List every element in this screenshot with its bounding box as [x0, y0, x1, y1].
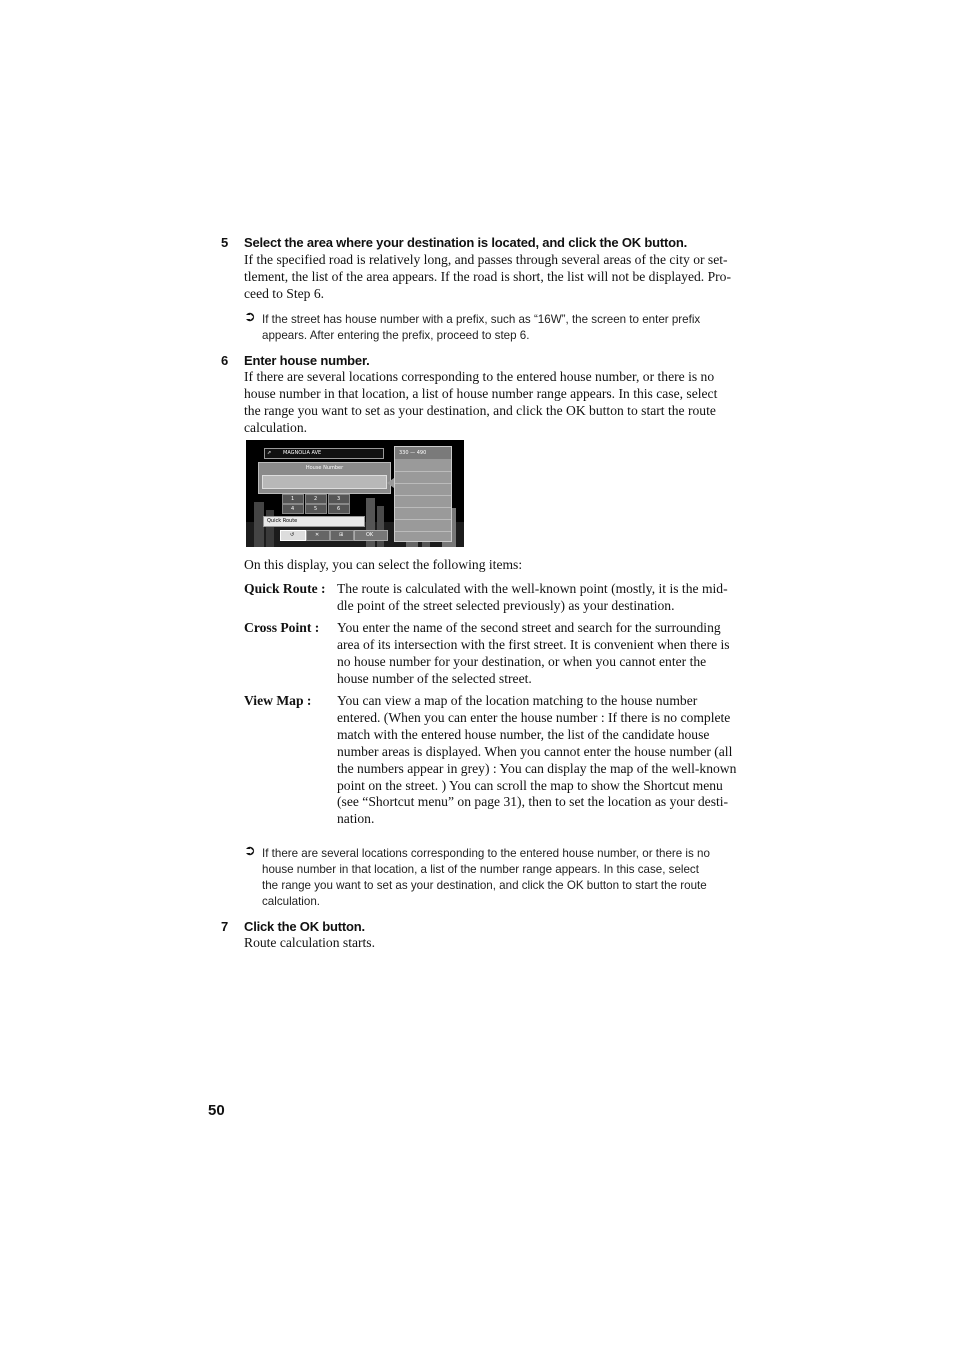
step-5-number: 5	[221, 235, 229, 250]
pointer-arrow-icon	[387, 478, 394, 488]
text-line: appears. After entering the prefix, proceed to step 6.	[262, 329, 530, 342]
items-intro: On this display, you can select the following items:	[244, 557, 523, 572]
key-6[interactable]	[328, 504, 350, 514]
cross-point-icon: ✕	[315, 532, 320, 538]
street-bar	[264, 448, 384, 459]
house-number-screenshot	[246, 440, 464, 547]
def-view-map	[337, 693, 736, 828]
list-divider	[395, 519, 451, 520]
quick-route-label: Quick Route	[267, 518, 298, 524]
step-7-body	[244, 935, 375, 952]
step-7-heading: Click the OK button.	[244, 919, 365, 934]
house-number-label: House Number	[305, 465, 344, 471]
key-2[interactable]	[305, 494, 327, 504]
page-number: 50	[208, 1102, 225, 1119]
text-line: house number in that location, a list of house number range appears. In this case, select	[244, 385, 718, 401]
step-7-number: 7	[221, 919, 229, 934]
text-line: calculation.	[262, 895, 321, 908]
key-label: 5	[314, 506, 318, 512]
street-name: MAGNOLIA AVE	[283, 450, 322, 456]
key-label: 1	[291, 496, 295, 502]
text-line: calculation.	[244, 419, 308, 435]
ok-button[interactable]	[354, 530, 388, 541]
list-divider	[395, 495, 451, 496]
text-line: the numbers appear in grey) : You can display the map of the well-known	[337, 760, 737, 776]
key-3[interactable]	[328, 494, 350, 504]
cross-point-button[interactable]	[306, 530, 330, 541]
text-line: If the street has house number with a prefix, such as “16W”, the screen to enter prefix	[262, 313, 701, 326]
def-cross-point	[337, 620, 730, 688]
step-6-number: 6	[221, 353, 229, 368]
key-label: 2	[314, 496, 318, 502]
step-5-body	[244, 252, 731, 303]
quick-route-icon: ↺	[290, 532, 295, 538]
text-line: nation.	[337, 811, 375, 827]
quick-route-popup[interactable]	[263, 516, 365, 527]
note-arrow-icon: ➲	[244, 309, 256, 325]
text-line: point on the street. ) You can scroll the map to show the Shortcut menu	[337, 777, 723, 793]
text-line: no house number for your destination, or when you cannot enter the	[337, 653, 707, 669]
term-quick-route: Quick Route :	[244, 581, 326, 596]
view-map-button[interactable]	[330, 530, 354, 541]
text-line: (see “Shortcut menu” on page 31), then to set the location as your desti-	[337, 794, 729, 810]
note-arrow-icon: ➲	[244, 843, 256, 859]
text-line: number areas is displayed. When you cannot enter the house number (all	[337, 743, 733, 759]
quick-route-button[interactable]	[280, 530, 306, 541]
step-6-heading: Enter house number.	[244, 353, 370, 368]
text-line: If there are several locations corresponding to the entered house number, or there is no	[244, 369, 715, 384]
key-4[interactable]	[282, 504, 304, 514]
ok-label: OK	[366, 532, 374, 538]
house-number-input[interactable]	[262, 475, 387, 489]
text-line: entered. (When you can enter the house number : If there is no complete	[337, 709, 731, 725]
view-map-icon: ⊞	[339, 532, 344, 538]
text-line: The route is calculated with the well-known point (mostly, it is the mid-	[337, 581, 728, 596]
text-line: If the specified road is relatively long, and passes through several areas of the city or set-	[244, 252, 728, 267]
text-line: match with the entered house number, the list of the candidate house	[337, 726, 710, 742]
house-number-panel	[258, 462, 391, 494]
text-line: If there are several locations corresponding to the entered house number, or there is no	[262, 847, 710, 860]
list-divider	[395, 507, 451, 508]
key-5[interactable]	[305, 504, 327, 514]
text-line: tlement, the list of the area appears. If the road is short, the list will not be displayed. Pro-	[244, 268, 731, 284]
text-line: dle point of the street selected previously) as your destination.	[337, 597, 675, 613]
note-2	[262, 846, 710, 910]
key-label: 4	[291, 506, 295, 512]
text-line: area of its intersection with the first street. It is convenient when there is	[337, 636, 730, 652]
step-5-note	[262, 312, 700, 344]
text-line: house number in that location, a list of the number range appears. In this case, select	[262, 863, 699, 876]
text-line: house number of the selected street.	[337, 670, 532, 686]
text-line: You can view a map of the location matching to the house number	[337, 693, 698, 708]
text-line: You enter the name of the second street and search for the surrounding	[337, 620, 721, 635]
term-view-map: View Map :	[244, 693, 312, 708]
list-divider	[395, 471, 451, 472]
term-cross-point: Cross Point :	[244, 620, 320, 635]
list-divider	[395, 483, 451, 484]
key-label: 3	[337, 496, 341, 502]
range-list	[394, 446, 452, 542]
step-5-heading: Select the area where your destination is located, and click the OK button.	[244, 235, 687, 250]
list-divider	[395, 531, 451, 532]
step-6-body	[244, 369, 717, 437]
text-line: Route calculation starts.	[244, 935, 375, 950]
street-icon: ⇗	[267, 450, 272, 456]
text-line: the range you want to set as your destination, and click the OK button to start the route	[262, 879, 707, 892]
range-item[interactable]	[395, 447, 451, 459]
text-line: the range you want to set as your destination, and click the OK button to start the route	[244, 402, 716, 418]
key-1[interactable]	[282, 494, 304, 504]
key-label: 6	[337, 506, 341, 512]
text-line: ceed to Step 6.	[244, 285, 325, 301]
def-quick-route	[337, 581, 728, 615]
range-label: 330 — 490	[399, 450, 427, 456]
